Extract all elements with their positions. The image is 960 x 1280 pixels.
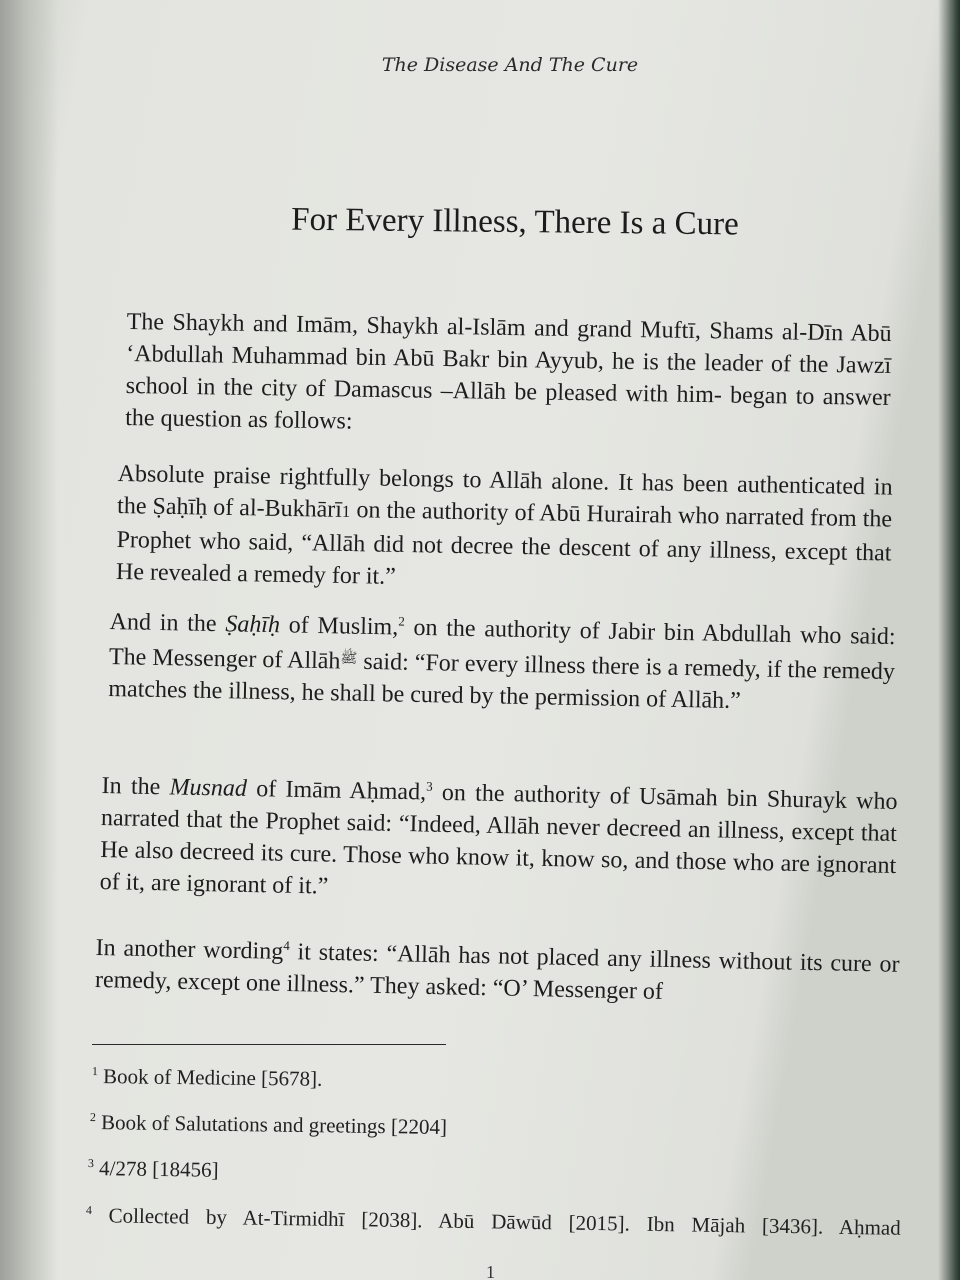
paragraph-4	[99, 770, 897, 914]
paragraph-4-work-title: Musnad	[169, 774, 248, 802]
paragraph-3-text-b: of Muslim,	[279, 612, 399, 641]
footnote-1-number: 1	[91, 1064, 98, 1079]
footnote-3	[88, 1156, 219, 1183]
footnote-2-number: 2	[89, 1110, 96, 1125]
footnote-1	[92, 1064, 323, 1092]
salutation-glyph: ﷺ	[340, 650, 358, 667]
paragraph-2-text-b: of al-Bukhārī	[206, 494, 343, 523]
paragraph-5-text-b: it states: “Allāh has not placed any illness without its cure or remedy, except one illness.” They asked: “O’ Messenger of	[94, 939, 900, 1005]
paragraph-2-work-title: Ṣaḥīḥ	[152, 493, 208, 521]
paragraph-1	[125, 306, 892, 446]
footnote-4-text: Collected by At-Tirmidhī [2038]. Abū Dāwūd [2015]. Ibn Mājah [3436]. Aḥmad	[108, 1203, 901, 1240]
paragraph-3-text-d: said: “For every illness there is a remedy, if the remedy matches the illness, he shall be cured by the permission of Allāh.”	[108, 648, 896, 715]
running-head: The Disease And The Cure	[381, 54, 639, 76]
footnote-2-text: Book of Salutations and greetings [2204]	[100, 1110, 448, 1139]
paragraph-3	[108, 606, 896, 720]
footnote-1-text: Book of Medicine [5678].	[102, 1064, 323, 1091]
chapter-title: For Every Illness, There Is a Cure	[291, 201, 739, 243]
paragraph-5-text-a: In another wording	[95, 934, 284, 965]
paragraph-3-text-c: on the authority of Jabir bin Abdullah who said: The Messenger of Allāh	[108, 614, 896, 675]
footnote-3-text: 4/278 [18456]	[98, 1156, 219, 1182]
paragraph-3-work-title: Ṣaḥīḥ	[225, 611, 281, 639]
footnote-4-number: 4	[85, 1203, 92, 1218]
paragraph-1-text: The Shaykh and Imām, Shaykh al-Islām and grand Muftī, Shams al-Dīn Abū ‘Abdullah Muhammad bin Abū Bakr bin Ayyub, he is the leader of the Jawzī school in the city of Damascus –Allāh be pleased with him- began to answer the question as follows:	[125, 308, 892, 435]
paragraph-4-text-c: on the authority of Usāmah bin Shurayk who narrated that the Prophet said: “Indeed, Allāh never decreed an illness, except that He also decreed its cure. Those who know it, know so, and those who are ignorant of it, are ignorant of it.”	[99, 779, 898, 900]
footnote-ref-2: 2	[398, 613, 405, 629]
footnote-ref-4: 4	[283, 937, 291, 954]
footnote-ref-3: 3	[426, 778, 433, 794]
footnote-ref-1: 1	[341, 501, 351, 522]
paragraph-2-text-a: Absolute praise rightfully belongs to Allāh alone. It has been authenticated in the	[116, 460, 893, 520]
paragraph-3-text-a: And in the	[109, 608, 226, 638]
paragraph-2	[116, 458, 893, 602]
paragraph-2-text-c: on the authority of Abū Hurairah who narrated from the Prophet who said, “Allāh did not decree the descent of any illness, except that He revealed a remedy for it.”	[115, 497, 893, 590]
page-number: 1	[486, 1262, 495, 1280]
footnote-4	[86, 1203, 901, 1241]
footnote-2	[90, 1110, 447, 1140]
page-edge	[938, 0, 960, 1280]
footnote-3-number: 3	[87, 1156, 94, 1171]
footnote-divider	[92, 1044, 446, 1045]
paragraph-5	[95, 932, 900, 1013]
book-gutter-shadow	[0, 0, 58, 1280]
paragraph-4-text-a: In the	[101, 772, 170, 801]
paragraph-4-text-b: of Imām Aḥmad,	[246, 775, 427, 806]
